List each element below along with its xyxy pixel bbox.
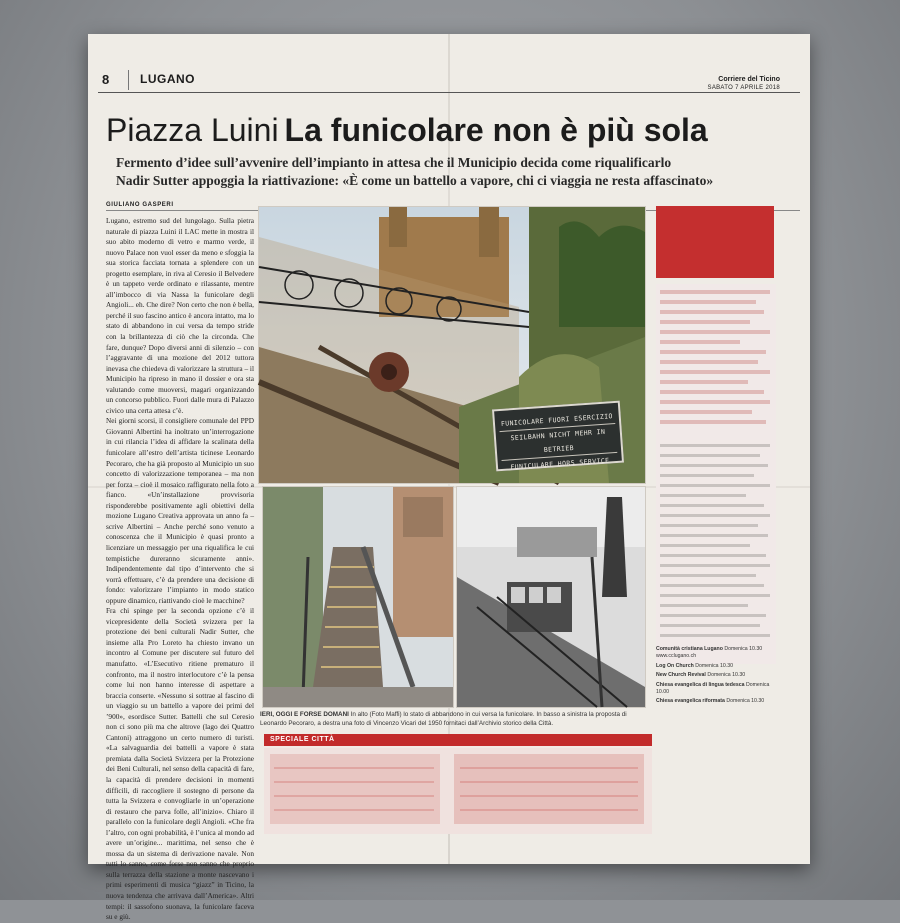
out-of-service-sign xyxy=(492,401,624,472)
sidebar-column xyxy=(654,206,780,856)
sidebar-red-banner xyxy=(656,206,774,278)
header-rule xyxy=(98,92,800,93)
listing-text: Domenica 10.30 www.cclugano.ch xyxy=(656,646,763,660)
listing-text: Domenica 10.30 xyxy=(726,698,765,705)
issue-date: SABATO 7 APRILE 2018 xyxy=(707,85,780,91)
headline-kicker: Piazza Luini xyxy=(106,112,279,148)
newspaper-page xyxy=(88,34,810,922)
photo-caption xyxy=(260,710,648,728)
sign-line-german: SEILBAHN NICHT MEHR IN BETRIEB xyxy=(500,424,618,461)
listing-item xyxy=(656,682,778,697)
subheadline-line-2: Nadir Sutter appoggia la riattivazione: «È come un battello a vapore, chi ci viaggia ne resta affascinato» xyxy=(116,173,714,188)
subheadline xyxy=(116,154,806,190)
listing-item xyxy=(656,663,778,670)
sidebar-listings xyxy=(656,646,778,856)
headline xyxy=(106,112,708,149)
listing-text: Domenica 10.30 xyxy=(695,662,733,669)
staircase-illustration xyxy=(263,487,453,707)
author-byline: GIULIANO GASPERI xyxy=(106,202,174,208)
sign-line-french: FUNICULARE HORS SERVICE xyxy=(510,456,610,472)
photo-mosaic-staircase xyxy=(262,486,454,708)
page-number: 8 xyxy=(102,72,110,87)
section-title: LUGANO xyxy=(140,72,195,86)
listing-text: Domenica 10.30 xyxy=(707,672,746,679)
caption-text: In alto (Foto Maffi) lo stato di abbandono in cui versa la funicolare. In basso a sinistra la proposta di Leonardo Pecoraro, a destra una foto di Vincenzo Vicari del 1950 fornitaci dall’Archivio storico della Città. xyxy=(260,711,627,727)
sign-line-italian: FUNICOLARE FUORI ESERCIZIO xyxy=(499,409,616,432)
newspaper-name: Corriere del Ticino xyxy=(718,76,780,83)
article-paragraph: Lugano, estremo sud del lungolago. Sulla pietra naturale di piazza Luini il LAC mette in mostra il suo abito moderno di vetro e marmo verde, il nuovo Palace non vuol esser da meno e sfoggia la sua storica facciata tornata a splendere con un progetto esemplare, in riva al Ceresio il Belvedere è un tappeto verde ordinato e rilassante, mentre all’imbocco di via Nassa la funicolare degli Angioli... eh. Che dire? Non certo che non è bella, perché il suo fascino antico è ancora intatto, ma lo stato di abbandono in cui versa da tempo stride con la brillantezza di ciò che la circonda. Che fare, dunque? Dopo diversi anni di silenzio – con l’aggravante di una mozione del 2012 tuttora inevasa che chiedeva di valorizzare la struttura – il Municipio ha ripreso in mano il dossier e ora sta valutando come muoversi, magari organizzando un concorso pubblico. Fuori dalle mura di Palazzo civico una certa attesa c’è. xyxy=(106,216,254,415)
article-paragraph: Fra chi spinge per la seconda opzione c’è il vicepresidente della Società svizzera per la protezione dei beni culturali Nadir Sutter, che insieme alla Pro Loreto ha chiesto invano un incontro al Comune per discutere sul futuro del manufatto. «L’Esecutivo ritiene prematuro il confronto, ma il nostro interlocutore c’è la pensa come lui non hanno interesse di aspettare a braccia conserte. «Nessuno si sottrae al fascino di un viaggio su un battello a vapore dei primi del ’900», esordisce Sutter. Battelli che sul Ceresio non ci sono più ma che altrove (lago dei Quattro Cantoni) attraggono un certo numero di turisti. «La salvaguardia dei battelli a vapore è stata premiata dalla Società Svizzera per la Protezione dei Beni Culturali, nel senso della capacità di fare, la capacità di prendere decisioni in momenti difficili, di raccogliere il sostegno di persone da tutta la Svizzera e convogliarle in un’operazione di restauro che parva folle, all’inizio». Chiaro il parallelo con la funicolare degli Angioli. «Che fra l’altro, con ogni probabilità, è l’unica al mondo ad avere un’origine... marittima, nel senso che è mossa da un sistema di derivazione navale. Non tutti lo sanno, come forse non sanno che proprio sulla terrazza della stazione a monte nascevano i primi esperimenti di musica “giazz” in Ticino, la nuova tendenza che arrivava dall’America». Altri tempi: il sassofono suonava, la funicolare faceva su e giù. xyxy=(106,606,254,922)
listing-title: Comunità cristiana Lugano xyxy=(656,646,723,652)
main-photo-funicular xyxy=(258,206,646,484)
historic-funicular-illustration xyxy=(457,487,645,707)
sidebar-faded-print xyxy=(656,284,776,664)
listing-title: Chiesa evangelica riformata xyxy=(656,698,725,705)
article-body-column xyxy=(106,216,254,922)
caption-lead: IERI, OGGI E FORSE DOMANI xyxy=(260,711,349,718)
section-divider xyxy=(128,70,129,90)
listing-text: Domenica 10.00 xyxy=(656,681,770,696)
listing-title: New Church Revival xyxy=(656,672,706,679)
listing-item xyxy=(656,672,778,679)
special-section-graphics xyxy=(264,748,652,834)
headline-main: La funicolare non è più sola xyxy=(284,112,708,148)
special-section-label: SPECIALE CITTÀ xyxy=(270,736,335,743)
photo-historic-funicular xyxy=(456,486,646,708)
subheadline-line-1: Fermento d’idee sull’avvenire dell’impianto in attesa che il Municipio decida come riqualificarlo xyxy=(116,155,672,170)
listing-title: Log On Church xyxy=(656,662,694,669)
listing-item xyxy=(656,646,778,661)
special-section-strip xyxy=(264,734,652,834)
article-paragraph: Nei giorni scorsi, il consigliere comunale del PPD Giovanni Albertini ha inoltrato un’interrogazione in cui rilancia l’idea di affidare la scalinata della funicolare all’estro dell’artista ticinese Leonardo Pecoraro, che ha già proposto al Municipio un suo concetto di valorizzazione temporanea – ma non per forza – cioè il mosaico raffigurato nella foto a fianco. «Un’installazione provvisoria risponderebbe positivamente agli obiettivi della mozione Lugano Creativa approvata un anno fa – scrive Albertini – Anche perché sono venuto a conoscenza che il Municipio è quasi pronto a licenziare un messaggio per una riqualifica le cui tempistiche dureranno sicuramente anni». Indipendentemente dal tipo d’intervento che si vorrà effettuare, c’è da prendere una decisione di fondo: valorizzare l’impianto in modo statico oppure dinamico, riattivando cioè le macchine? xyxy=(106,416,254,605)
listing-item xyxy=(656,698,778,705)
listing-title: Chiesa evangelica di lingua tedesca xyxy=(656,681,745,688)
